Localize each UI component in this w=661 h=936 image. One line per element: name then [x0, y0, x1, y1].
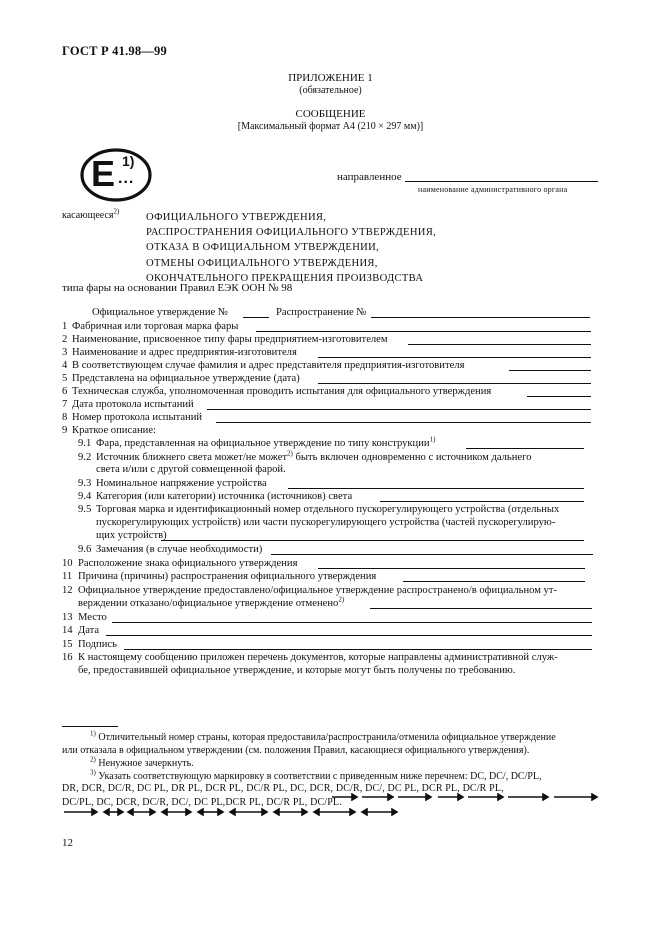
item-9-3-field	[288, 488, 584, 489]
concerning-list	[146, 210, 436, 286]
item-9-5-continuation-2: щих устройств)	[96, 530, 167, 541]
addressed-label: направленное	[337, 171, 402, 183]
lamp-type: типа фары на основании Правил ЕЭК ООН № 98	[62, 282, 293, 294]
concerning-line: ОКОНЧАТЕЛЬНОГО ПРЕКРАЩЕНИЯ ПРОИЗВОДСТВА	[146, 272, 424, 284]
footnote-3-line-2: DR, DCR, DC/R, DC PL, DR PL, DCR PL, DC/R PL, DC, DCR, DC/R, DC/, DC PL, DCR PL, DC/R PL,	[62, 783, 504, 794]
annex-title: ПРИЛОЖЕНИЕ 1	[288, 72, 373, 84]
footnote-2: $^{2)}$ Ненужное зачеркнуть.	[90, 755, 194, 769]
beam-arrows-row-2	[62, 808, 402, 816]
item-9-4-field	[380, 501, 584, 502]
annex-status: (обязательное)	[299, 85, 362, 96]
message-format: [Максимальный формат А4 (210 × 297 мм)]	[237, 121, 424, 132]
approval-mark-circle	[78, 148, 154, 202]
item-7-field	[207, 409, 591, 410]
footnote-3: $^{3)}$ Указать соответствующую маркировку в соответствии с приведенным ниже перечнем: DC, DC/, DC/PL,	[90, 768, 542, 782]
item-11-field	[403, 581, 585, 582]
approval-mark-footnote: 1)	[122, 153, 135, 169]
item-16-continuation: бе, предоставившей официальное утверждение, и которые могут быть получены по требованию.	[78, 665, 516, 676]
item-13-field	[112, 622, 592, 623]
footnote-1-continuation: или отказала в официальном утверждении (см. положения Правил, касающиеся официального утверждения).	[62, 745, 530, 756]
concerning-line: ОТКАЗА В ОФИЦИАЛЬНОМ УТВЕРЖДЕНИИ,	[146, 242, 379, 254]
item-12-field	[370, 608, 592, 609]
item-9-5-field	[161, 540, 584, 541]
item-5-field	[318, 383, 591, 384]
approval-mark-dots: ...	[118, 170, 135, 187]
item-8-field	[216, 422, 591, 423]
concerning-line: РАСПРОСТРАНЕНИЯ ОФИЦИАЛЬНОГО УТВЕРЖДЕНИЯ,	[146, 227, 437, 239]
item-1-field	[256, 331, 591, 332]
item-9-2-continuation: света и/или с другой совмещенной фарой.	[96, 464, 286, 475]
item-14-field	[106, 635, 592, 636]
footnote-separator	[62, 726, 118, 727]
item-9-6-field	[271, 554, 593, 555]
concerning-line: ОТМЕНЫ ОФИЦИАЛЬНОГО УТВЕРЖДЕНИЯ,	[146, 257, 378, 269]
item-9-1-field	[466, 448, 584, 449]
item-6-field	[527, 396, 591, 397]
approval-mark	[78, 148, 154, 202]
concerning-line: ОФИЦИАЛЬНОГО УТВЕРЖДЕНИЯ,	[146, 212, 327, 223]
standard-header: ГОСТ Р 41.98—99	[62, 44, 167, 58]
approval-number-field	[243, 317, 269, 318]
extension-number-field	[371, 317, 590, 318]
message-title: СООБЩЕНИЕ	[295, 108, 366, 120]
item-9-5-continuation-1: пускорегулирующих устройств) или части пускорегулирующего устройства (частей пускорегулирую-	[96, 517, 556, 528]
concerning-label: касающееся$^{2)}$	[62, 207, 120, 221]
item-4-field	[509, 370, 591, 371]
approval-number-label: Официальное утверждение №	[92, 307, 228, 318]
extension-number-label: Распространение №	[276, 307, 367, 318]
item-3-field	[318, 357, 591, 358]
addressed-caption: наименование административного органа	[418, 185, 568, 194]
item-10-field	[318, 568, 585, 569]
item-12-continuation: верждении отказано/официальное утверждение отменено$^{2)}$	[78, 595, 345, 609]
approval-mark-letter: E	[91, 153, 116, 194]
beam-arrows-row-1	[330, 793, 600, 801]
footnote-3-line-3: DC/PL, DC, DCR, DC/R, DC/, DC PL,DCR PL, DC/R PL, DC/PL.	[62, 797, 342, 808]
addressed-field-line	[405, 181, 598, 182]
footnote-1: $^{1)}$ Отличительный номер страны, которая предоставила/распространила/отменила официальное утверждение	[90, 729, 556, 743]
item-2-field	[408, 344, 591, 345]
page-number: 12	[62, 837, 73, 849]
item-15-field	[124, 649, 592, 650]
